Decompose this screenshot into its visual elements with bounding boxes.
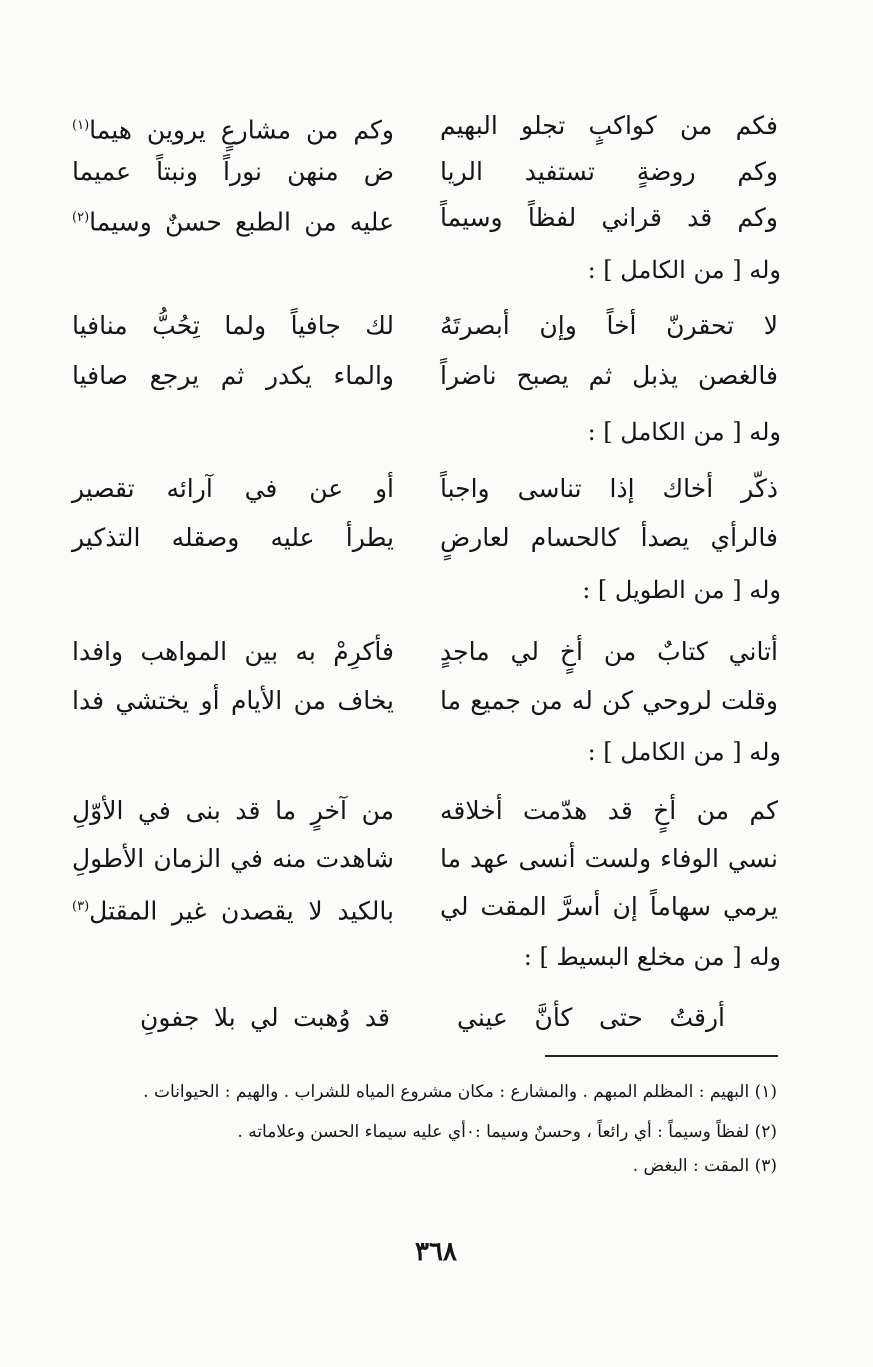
verse-second-hemistich: يخاف من الأيام أو يختشي فدا <box>72 686 394 715</box>
hemistich-text: عليه من الطبع حسنٌ وسيما <box>89 207 394 237</box>
verse-first-hemistich: يرمي سهاماً إن أسرَّ المقت لي <box>440 892 778 921</box>
footnote-marker: (١) <box>72 118 90 133</box>
verse-first-hemistich: ذكّر أخاك إذا تناسى واجباً <box>440 474 778 503</box>
verse-line <box>72 678 778 724</box>
verse-first-hemistich: كم من أخٍ قد هدّمت أخلاقه <box>440 796 778 825</box>
verse-second-hemistich: قد وُهبت لي بلا جفونِ <box>140 1003 390 1032</box>
poem-intro: وله [ من الكامل ] : <box>587 418 781 446</box>
verse-line <box>72 466 778 512</box>
verse-line <box>72 303 778 349</box>
verse-line <box>72 149 778 195</box>
verse-first-hemistich: فالرأي يصدأ كالحسام لعارضٍ <box>440 523 778 552</box>
verse-first-hemistich: وقلت لروحي كن له من جميع ما <box>440 686 778 715</box>
verse-first-hemistich: وكم روضةٍ تستفيد الريا <box>440 157 778 186</box>
verse-second-hemistich <box>72 195 394 245</box>
verse-second-hemistich <box>72 103 394 153</box>
verse-first-hemistich: فكم من كواكبٍ تجلو البهيم <box>440 111 778 140</box>
verse-second-hemistich: لك جافياً ولما تِحُبُّ منافيا <box>72 311 394 340</box>
verse-second-hemistich: يطرأ عليه وصقله التذكير <box>72 523 394 552</box>
footnote: (٢) لفظاً وسيماً : أي رائعاً ، وحسنٌ وسيما :٠أي عليه سيماء الحسن وعلاماته . <box>237 1122 777 1142</box>
verse-second-hemistich: شاهدت منه في الزمان الأطولِ <box>72 844 394 873</box>
verse-second-hemistich <box>72 884 394 934</box>
verse-second-hemistich: والماء يكدر ثم يرجع صافيا <box>72 361 394 390</box>
poem-intro: وله [ من الكامل ] : <box>587 738 781 766</box>
footnote: (١) البهيم : المظلم المبهم . والمشارع : مكان مشروع المياه للشراب . والهيم : الحيوانات . <box>143 1082 777 1102</box>
hemistich-text: بالكيد لا يقصدن غير المقتل <box>89 896 394 926</box>
verse-second-hemistich: من آخرٍ ما قد بنى في الأوّلِ <box>72 796 394 825</box>
hemistich-text: وكم من مشارعٍ يروين هيما <box>89 115 394 145</box>
verse-line <box>72 884 778 930</box>
verse-first-hemistich: لا تحقرنّ أخاً وإن أبصرتَهُ <box>440 311 778 340</box>
footnote-marker: (٣) <box>72 899 90 914</box>
footnote: (٣) المقت : البغض . <box>632 1156 777 1176</box>
verse-line <box>72 353 778 399</box>
page-number: ٣٦٨ <box>415 1237 457 1267</box>
footnote-marker: (٢) <box>72 210 90 225</box>
poem-intro: وله [ من الطويل ] : <box>582 576 781 604</box>
poem-intro: وله [ من الكامل ] : <box>587 256 781 284</box>
verse-second-hemistich: أو عن في آرائه تقصير <box>72 474 394 503</box>
verse-line <box>72 103 778 149</box>
verse-line <box>72 788 778 834</box>
poem-intro: وله [ من مخلع البسيط ] : <box>523 943 781 971</box>
verse-line <box>72 515 778 561</box>
verse-first-hemistich: وكم قد قراني لفظاً وسيماً <box>440 203 778 232</box>
verse-first-hemistich: أتاني كتابٌ من أخٍ لي ماجدٍ <box>440 637 778 666</box>
verse-line <box>140 995 725 1041</box>
verse-first-hemistich: فالغصن يذبل ثم يصبح ناضراً <box>440 361 778 390</box>
verse-first-hemistich: أرقتُ حتى كأنَّ عيني <box>457 1003 725 1032</box>
verse-line <box>72 195 778 241</box>
verse-first-hemistich: نسي الوفاء ولست أنسى عهد ما <box>440 844 778 873</box>
verse-line <box>72 629 778 675</box>
verse-second-hemistich: فأكرِمْ به بين المواهب وافدا <box>72 637 394 666</box>
verse-second-hemistich: ض منهن نوراً ونبتاً عميما <box>72 157 394 186</box>
footnote-separator <box>545 1055 778 1057</box>
verse-line <box>72 836 778 882</box>
